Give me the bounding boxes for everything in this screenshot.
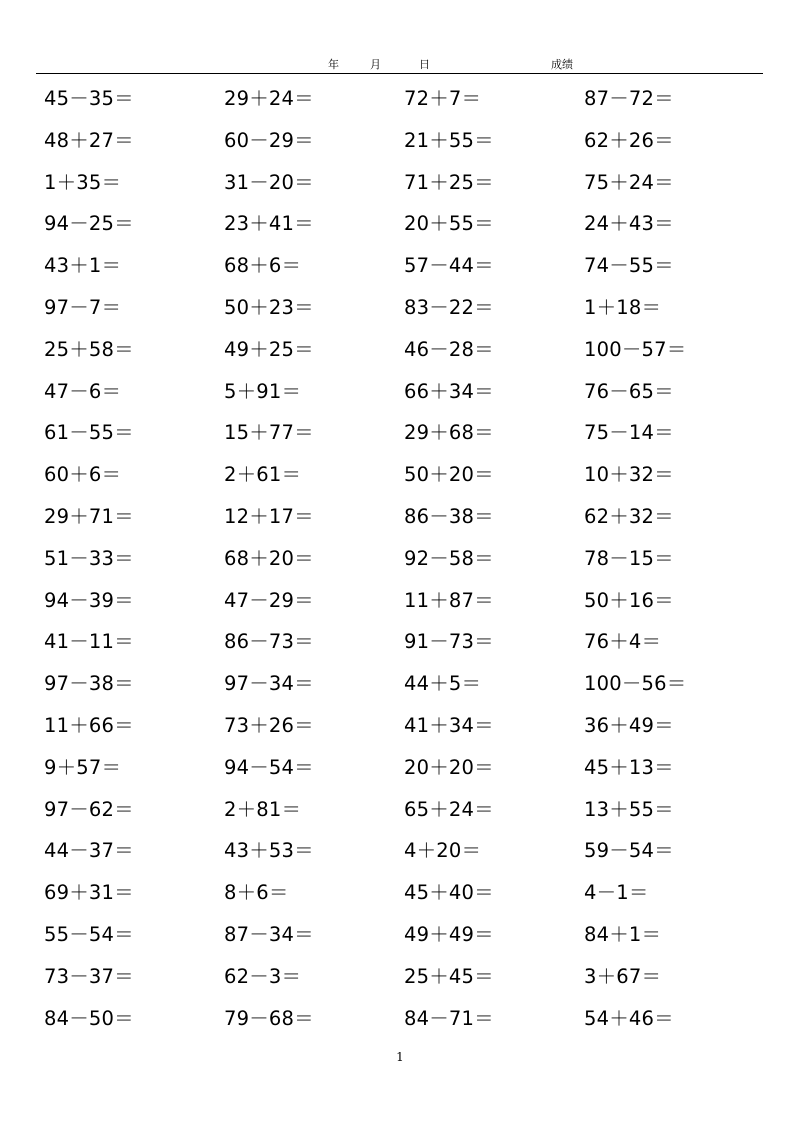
- arithmetic-problem: 29＋24＝: [224, 87, 314, 110]
- arithmetic-problem: 8＋6＝: [224, 881, 289, 905]
- problem-row: [0, 203, 800, 245]
- arithmetic-problem: 2＋61＝: [224, 463, 302, 487]
- arithmetic-problem: 44－37＝: [44, 839, 134, 863]
- arithmetic-problem: 75＋24＝: [584, 170, 674, 194]
- arithmetic-problem: 46－28＝: [404, 337, 494, 361]
- arithmetic-problem: 49＋49＝: [404, 922, 494, 946]
- arithmetic-problem: 10＋32＝: [584, 463, 674, 487]
- arithmetic-problem: 60－29＝: [224, 128, 314, 152]
- problem-row: [0, 914, 800, 956]
- arithmetic-problem: 68＋20＝: [224, 546, 314, 570]
- arithmetic-problem: 69＋31＝: [44, 881, 134, 905]
- arithmetic-problem: 86－38＝: [404, 504, 494, 528]
- worksheet-header: [0, 57, 800, 73]
- arithmetic-problem: 87－72＝: [584, 87, 674, 110]
- problem-row: [0, 956, 800, 998]
- arithmetic-problem: 4＋20＝: [404, 839, 482, 863]
- arithmetic-problem: 51－33＝: [44, 546, 134, 570]
- arithmetic-problem: 78－15＝: [584, 546, 674, 570]
- arithmetic-problem: 74－55＝: [584, 254, 674, 278]
- arithmetic-problem: 5＋91＝: [224, 379, 302, 403]
- score-label: 成绩: [551, 58, 573, 71]
- arithmetic-problem: 79－68＝: [224, 1006, 314, 1030]
- arithmetic-problem: 62＋32＝: [584, 504, 674, 528]
- year-label: 年: [328, 58, 339, 71]
- arithmetic-problem: 57－44＝: [404, 254, 494, 278]
- arithmetic-problem: 1＋35＝: [44, 170, 122, 194]
- arithmetic-problem: 66＋34＝: [404, 379, 494, 403]
- problem-row: [0, 830, 800, 872]
- arithmetic-problem: 2＋81＝: [224, 797, 302, 821]
- arithmetic-problem: 29＋71＝: [44, 504, 134, 528]
- problem-row: [0, 747, 800, 789]
- arithmetic-problem: 45＋40＝: [404, 881, 494, 905]
- arithmetic-problem: 84＋1＝: [584, 922, 662, 946]
- arithmetic-problem: 91－73＝: [404, 630, 494, 654]
- arithmetic-problem: 83－22＝: [404, 295, 494, 319]
- arithmetic-problem: 65＋24＝: [404, 797, 494, 821]
- page-number: 1: [396, 1050, 404, 1064]
- arithmetic-problem: 11＋66＝: [44, 713, 134, 737]
- arithmetic-problem: 59－54＝: [584, 839, 674, 863]
- arithmetic-problem: 13＋55＝: [584, 797, 674, 821]
- problem-row: [0, 78, 800, 120]
- arithmetic-problem: 94－39＝: [44, 588, 134, 612]
- arithmetic-problem: 84－50＝: [44, 1006, 134, 1030]
- arithmetic-problem: 41＋34＝: [404, 713, 494, 737]
- arithmetic-problem: 4－1＝: [584, 881, 649, 905]
- arithmetic-problem: 47－29＝: [224, 588, 314, 612]
- problem-row: [0, 496, 800, 538]
- arithmetic-problem: 20＋20＝: [404, 755, 494, 779]
- arithmetic-problem: 62－3＝: [224, 964, 302, 988]
- arithmetic-problem: 75－14＝: [584, 421, 674, 445]
- arithmetic-problem: 72＋7＝: [404, 87, 482, 110]
- arithmetic-problem: 61－55＝: [44, 421, 134, 445]
- arithmetic-problem: 62＋26＝: [584, 128, 674, 152]
- arithmetic-problem: 11＋87＝: [404, 588, 494, 612]
- month-label: 月: [370, 58, 381, 71]
- arithmetic-problem: 21＋55＝: [404, 128, 494, 152]
- problem-row: [0, 412, 800, 454]
- arithmetic-problem: 100－56＝: [584, 672, 687, 696]
- arithmetic-problem: 94－25＝: [44, 212, 134, 236]
- problem-row: [0, 872, 800, 914]
- problem-row: [0, 538, 800, 580]
- arithmetic-problem: 45＋13＝: [584, 755, 674, 779]
- arithmetic-problem: 43＋1＝: [44, 254, 122, 278]
- arithmetic-problem: 76＋4＝: [584, 630, 662, 654]
- arithmetic-problem: 47－6＝: [44, 379, 122, 403]
- arithmetic-problem: 97－34＝: [224, 672, 314, 696]
- arithmetic-problem: 20＋55＝: [404, 212, 494, 236]
- arithmetic-problem: 24＋43＝: [584, 212, 674, 236]
- problem-row: [0, 705, 800, 747]
- arithmetic-problem: 48＋27＝: [44, 128, 134, 152]
- arithmetic-problem: 9＋57＝: [44, 755, 122, 779]
- arithmetic-problem: 94－54＝: [224, 755, 314, 779]
- problem-row: [0, 789, 800, 831]
- arithmetic-problem: 54＋46＝: [584, 1006, 674, 1030]
- arithmetic-problem: 25＋58＝: [44, 337, 134, 361]
- problem-row: [0, 162, 800, 204]
- problem-row: [0, 454, 800, 496]
- problem-row: [0, 663, 800, 705]
- problem-row: [0, 580, 800, 622]
- arithmetic-problem: 15＋77＝: [224, 421, 314, 445]
- arithmetic-problem: 97－62＝: [44, 797, 134, 821]
- arithmetic-problem: 86－73＝: [224, 630, 314, 654]
- arithmetic-problem: 60＋6＝: [44, 463, 122, 487]
- arithmetic-problem: 12＋17＝: [224, 504, 314, 528]
- arithmetic-problem: 1＋18＝: [584, 295, 662, 319]
- arithmetic-problem: 31－20＝: [224, 170, 314, 194]
- arithmetic-problem: 87－34＝: [224, 922, 314, 946]
- header-rule: [36, 73, 763, 74]
- arithmetic-problem: 36＋49＝: [584, 713, 674, 737]
- arithmetic-problem: 92－58＝: [404, 546, 494, 570]
- problem-row: [0, 287, 800, 329]
- arithmetic-problem: 50＋23＝: [224, 295, 314, 319]
- day-label: 日: [419, 58, 430, 71]
- problem-row: [0, 329, 800, 371]
- arithmetic-problem: 50＋16＝: [584, 588, 674, 612]
- arithmetic-problem: 25＋45＝: [404, 964, 494, 988]
- arithmetic-problem: 97－38＝: [44, 672, 134, 696]
- arithmetic-problem: 43＋53＝: [224, 839, 314, 863]
- arithmetic-problem: 73－37＝: [44, 964, 134, 988]
- arithmetic-problem: 55－54＝: [44, 922, 134, 946]
- arithmetic-problem: 49＋25＝: [224, 337, 314, 361]
- arithmetic-problem: 44＋5＝: [404, 672, 482, 696]
- arithmetic-problem: 41－11＝: [44, 630, 134, 654]
- arithmetic-problem: 71＋25＝: [404, 170, 494, 194]
- problem-row: [0, 998, 800, 1040]
- problem-row: [0, 371, 800, 413]
- arithmetic-problem: 73＋26＝: [224, 713, 314, 737]
- problem-row: [0, 621, 800, 663]
- arithmetic-problem: 45－35＝: [44, 87, 134, 110]
- arithmetic-problem: 23＋41＝: [224, 212, 314, 236]
- arithmetic-problem: 50＋20＝: [404, 463, 494, 487]
- problem-row: [0, 245, 800, 287]
- arithmetic-problem: 68＋6＝: [224, 254, 302, 278]
- problem-grid: [0, 78, 800, 1039]
- arithmetic-problem: 29＋68＝: [404, 421, 494, 445]
- problem-row: [0, 120, 800, 162]
- arithmetic-problem: 97－7＝: [44, 295, 122, 319]
- arithmetic-problem: 76－65＝: [584, 379, 674, 403]
- arithmetic-problem: 100－57＝: [584, 337, 687, 361]
- arithmetic-problem: 3＋67＝: [584, 964, 662, 988]
- arithmetic-problem: 84－71＝: [404, 1006, 494, 1030]
